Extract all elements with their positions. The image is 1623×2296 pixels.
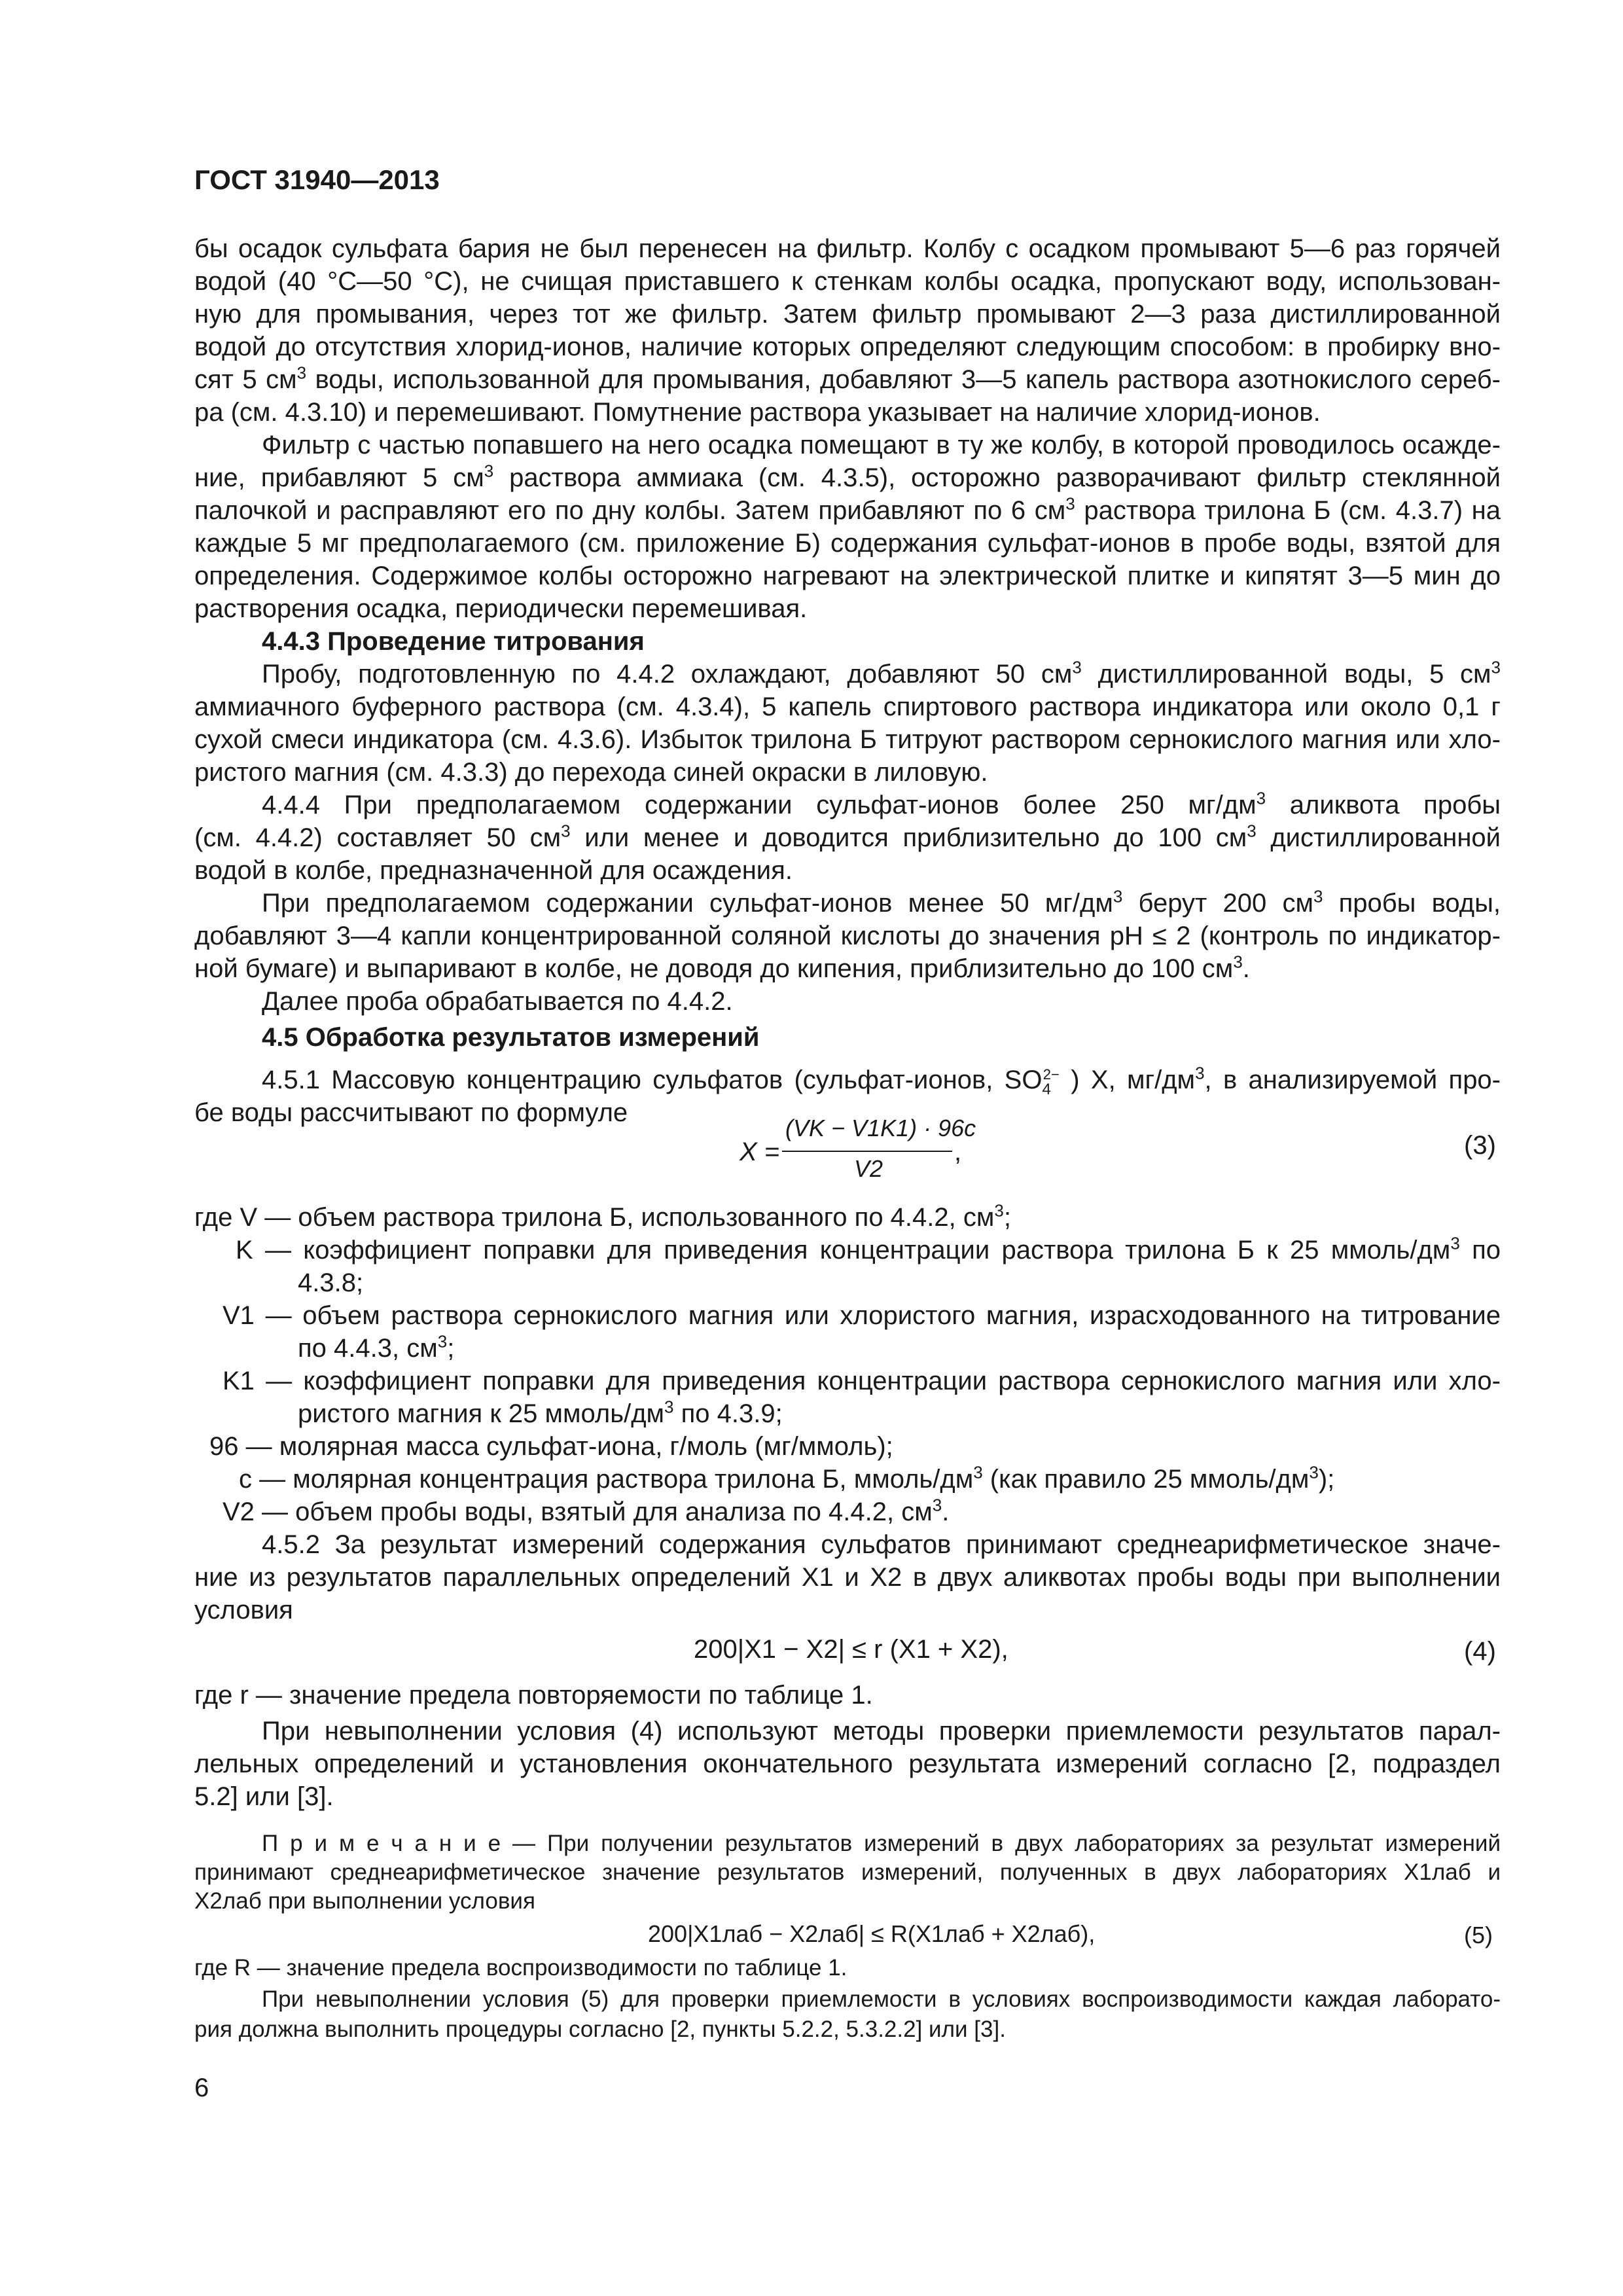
body-line: Далее проба обрабатывается по 4.4.2. xyxy=(262,987,733,1016)
body-line: сят 5 $см^3$ воды, использованной для промывания, добавляют 3—5 капель раствора азотнокислого сереб- xyxy=(194,363,1501,394)
body-line: V1 — объем раствора сернокислого магния или хлористого магния, израсходованного на титрование xyxy=(223,1301,1501,1330)
body-line: K — коэффициент поправки для приведения концентрации раствора трилона Б к 25 ммоль/$дм^3$ по xyxy=(236,1233,1501,1265)
body-line: 4.5.1 Массовую концентрацию сульфатов (сульфат-ионов, $SO_4^{2-}$ ) X, $мг/дм^3$, в анализируемой про- xyxy=(262,1063,1501,1098)
body-line: 4.3.8; xyxy=(298,1268,364,1297)
body-line: бе воды рассчитывают по формуле xyxy=(194,1098,628,1127)
body-line: Пробу, подготовленную по 4.4.2 охлаждают, добавляют 50 $см^3$ дистиллированной воды, 5 $см^3$ xyxy=(262,657,1501,689)
formula-3-bar xyxy=(782,1151,952,1152)
formula-3-lhs: X = xyxy=(740,1138,780,1166)
note-line: X2лаб при выполнении условия xyxy=(194,1888,535,1914)
body-line: ние из результатов параллельных определений X1 и X2 в двух аликвотах пробы воды при выполнении xyxy=(194,1563,1501,1592)
body-line: 4.5.2 За результат измерений содержания сульфатов принимают среднеарифметическое значе- xyxy=(262,1530,1501,1559)
body-line: каждые 5 мг предполагаемого (см. приложение Б) содержания сульфат-ионов в пробе воды, взятой для xyxy=(194,529,1501,558)
body-line: ние, прибавляют 5 $см^3$ раствора аммиака (см. 4.3.5), осторожно разворачивают фильтр стеклянной xyxy=(194,461,1501,492)
body-line: водой (40 °С—50 °С), не счищая приставшего к стенкам колбы осадка, пропускают воду, использован- xyxy=(194,267,1501,296)
body-line: где V — объем раствора трилона Б, использованного по 4.4.2, $см^3$; xyxy=(194,1200,1011,1232)
formula-3-numerator: (VK − V1K1) · 96c xyxy=(785,1115,976,1141)
body-line: При невыполнении условия (4) используют методы проверки приемлемости результатов парал- xyxy=(262,1717,1501,1746)
body-line: добавляют 3—4 капли концентрированной соляной кислоты до значения рН ≤ 2 (контроль по индикатор- xyxy=(194,922,1501,950)
body-line: 96 — молярная масса сульфат-иона, г/моль (мг/ммоль); xyxy=(209,1432,893,1461)
body-line: растворения осадка, периодически перемешивая. xyxy=(194,594,808,623)
note-line: При невыполнении условия (5) для проверки приемлемости в условиях воспроизводимости каждая лаборато- xyxy=(262,1986,1501,2012)
note-line: П р и м е ч а н и е — При получении результатов измерений в двух лабораториях за результат измерений xyxy=(262,1831,1501,1856)
body-line: При предполагаемом содержании сульфат-ионов менее 50 $мг/дм^3$ берут 200 $см^3$ пробы воды, xyxy=(262,886,1501,918)
body-line: лельных определений и установления окончательного результата измерений согласно [2, подраздел xyxy=(194,1749,1501,1778)
body-line: ристого магния (см. 4.3.3) до перехода синей окраски в лиловую. xyxy=(194,758,988,787)
body-line: ра (см. 4.3.10) и перемешивают. Помутнение раствора указывает на наличие хлорид-ионов. xyxy=(194,398,1321,427)
body-line: (см. 4.4.2) составляет 50 $см^3$ или менее и доводится приблизительно до 100 $см^3$ дистиллированной xyxy=(194,821,1501,852)
note-line: рия должна выполнить процедуры согласно [2, пункты 5.2.2, 5.3.2.2] или [3]. xyxy=(194,2017,1006,2042)
body-line: аммиачного буферного раствора (см. 4.3.4), 5 капель спиртового раствора индикатора или около 0,1 г xyxy=(194,692,1501,721)
body-line: V2 — объем пробы воды, взятый для анализа по 4.4.2, $см^3$. xyxy=(223,1495,950,1526)
body-line: 4.4.4 При предполагаемом содержании сульфат-ионов более 250 $мг/дм^3$ аликвота пробы xyxy=(262,788,1501,819)
body-line: ристого магния к 25 ммоль/$дм^3$ по 4.3.9; xyxy=(298,1397,783,1428)
note-line: где R — значение предела воспроизводимости по таблице 1. xyxy=(194,1955,847,1981)
note-line: принимают среднеарифметическое значение результатов измерений, полученных в двух лабораториях X1лаб и xyxy=(194,1859,1501,1885)
body-line: 5.2] или [3]. xyxy=(194,1782,334,1811)
document-header: ГОСТ 31940—2013 xyxy=(194,164,440,195)
formula-3-comma: , xyxy=(954,1138,962,1166)
formula-3-denominator: V2 xyxy=(854,1155,883,1182)
body-line: K1 — коэффициент поправки для приведения концентрации раствора сернокислого магния или хло- xyxy=(223,1367,1501,1395)
section-heading-4-5: 4.5 Обработка результатов измерений xyxy=(262,1023,760,1052)
body-line: где r — значение предела повторяемости по таблице 1. xyxy=(194,1681,873,1710)
formula-3-fraction xyxy=(782,1113,976,1191)
section-heading-4-4-3: 4.4.3 Проведение титрования xyxy=(262,627,645,656)
body-line: ной бумаге) и выпаривают в колбе, не доводя до кипения, приблизительно до 100 $см^3$. xyxy=(194,952,1250,983)
body-line: Фильтр с частью попавшего на него осадка помещают в ту же колбу, в которой проводилось осажде- xyxy=(262,431,1501,459)
body-line: ную для промывания, через тот же фильтр. Затем фильтр промывают 2—3 раза дистиллированной xyxy=(194,300,1501,329)
formula-3-number: (3) xyxy=(1464,1131,1496,1160)
formula-5: 200|X1лаб − X2лаб| ≤ R(X1лаб + X2лаб), xyxy=(648,1920,1096,1947)
body-line: палочкой и расправляют его по дну колбы. Затем прибавляют по 6 $см^3$ раствора трилона Б (см. 4.3.7) на xyxy=(194,493,1501,525)
formula-4: 200|X1 − X2| ≤ r (X1 + X2), xyxy=(694,1635,1008,1664)
page-number: 6 xyxy=(194,2073,209,2102)
body-line: сухой смеси индикатора (см. 4.3.6). Избыток трилона Б титруют раствором сернокислого магния или хло- xyxy=(194,725,1501,754)
body-line: водой в колбе, предназначенной для осаждения. xyxy=(194,856,793,885)
note-label: П р и м е ч а н и е xyxy=(262,1831,501,1856)
body-line: по 4.4.3, $см^3$; xyxy=(298,1331,455,1363)
body-line: условия xyxy=(194,1596,293,1624)
body-line: c — молярная концентрация раствора трилона Б, ммоль/$дм^3$ (как правило 25 ммоль/$дм^3$); xyxy=(239,1462,1335,1494)
body-line: определения. Содержимое колбы осторожно нагревают на электрической плитке и кипятят 3—5 мин до xyxy=(194,562,1501,590)
body-line: бы осадок сульфата бария не был перенесен на фильтр. Колбу с осадком промывают 5—6 раз горячей xyxy=(194,234,1501,263)
formula-5-number: (5) xyxy=(1464,1922,1493,1948)
body-line: водой до отсутствия хлорид-ионов, наличие которых определяют следующим способом: в пробирку вно- xyxy=(194,332,1501,361)
formula-4-number: (4) xyxy=(1464,1637,1496,1666)
